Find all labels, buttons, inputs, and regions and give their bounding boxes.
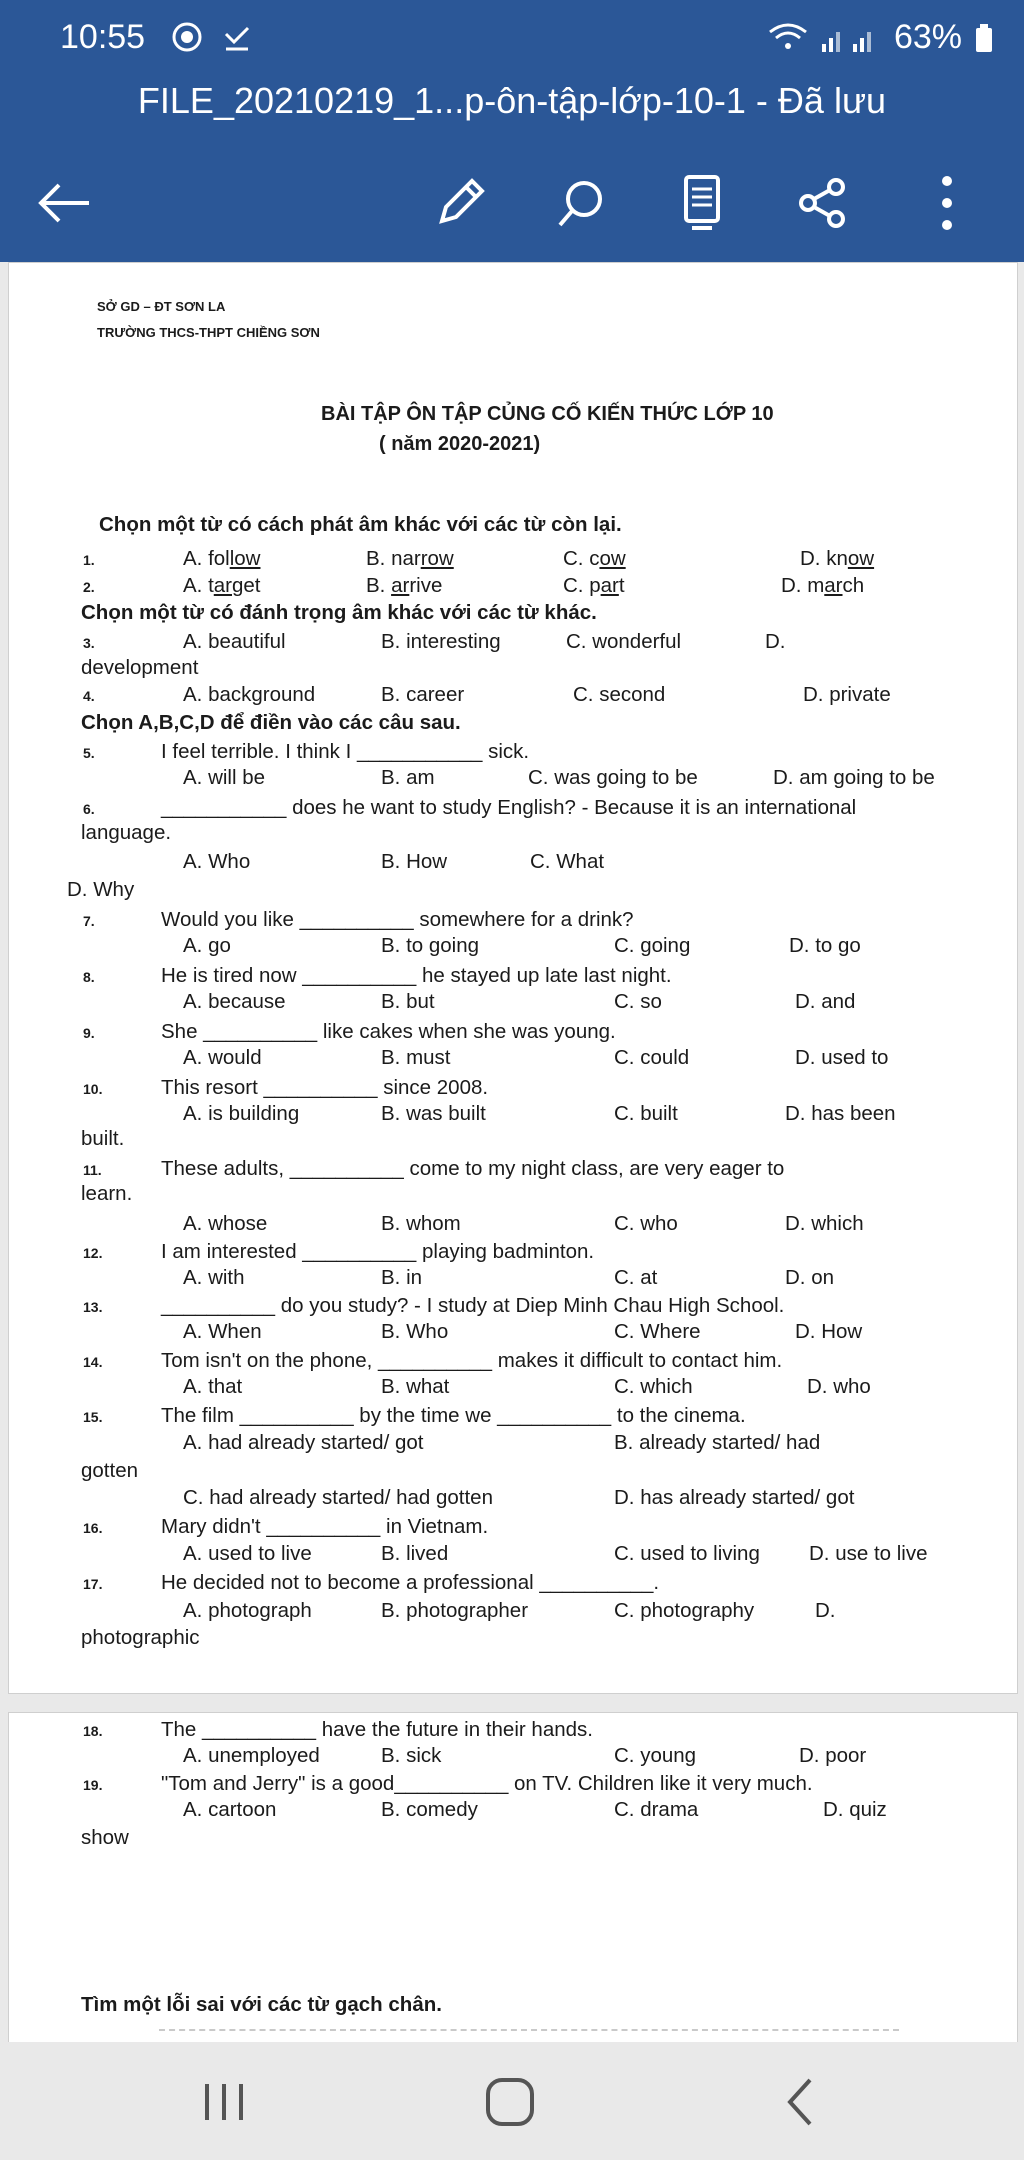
option: A. go: [183, 934, 231, 957]
section-stress: Chọn một từ có đánh trọng âm khác với các từ khác.: [81, 601, 597, 624]
home-button[interactable]: [470, 2072, 550, 2132]
option: A. used to live: [183, 1542, 312, 1565]
battery-level: 63%: [893, 18, 962, 56]
section-error-finding: Tìm một lỗi sai với các từ gạch chân.: [81, 1993, 442, 2016]
option: C. could: [614, 1046, 690, 1069]
option: C. photography: [614, 1599, 755, 1622]
option: D. How: [795, 1320, 863, 1343]
question-text: She __________ like cakes when she was young.: [161, 1020, 616, 1043]
question-text-wrap: learn.: [81, 1182, 133, 1205]
question-number: 3.: [83, 635, 95, 651]
question-number: 4.: [83, 688, 95, 704]
wifi-icon: [768, 22, 808, 54]
option: B. sick: [381, 1744, 442, 1767]
question-number: 16.: [83, 1520, 103, 1536]
option: A. cartoon: [183, 1798, 277, 1821]
system-nav-bar: [0, 2042, 1024, 2160]
option: D. private: [803, 683, 891, 706]
section-pronunciation: Chọn một từ có cách phát âm khác với các từ còn lại.: [99, 513, 622, 536]
option: C. was going to be: [528, 766, 698, 789]
cut-off-text-line: [159, 2029, 899, 2031]
option: A. is building: [183, 1102, 300, 1125]
arrow-left-icon: [37, 183, 93, 223]
question-text: I am interested __________ playing badminton.: [161, 1240, 595, 1263]
option: A. background: [183, 683, 316, 706]
edit-button[interactable]: [425, 168, 495, 238]
option: B. comedy: [381, 1798, 478, 1821]
option: B. already started/ had: [614, 1431, 821, 1454]
home-icon: [484, 2076, 536, 2128]
option: B. must: [381, 1046, 451, 1069]
option: A. beautiful: [183, 630, 286, 653]
option: C. young: [614, 1744, 697, 1767]
option: C. so: [614, 990, 662, 1013]
option: D. march: [781, 574, 865, 597]
option: B. photographer: [381, 1599, 529, 1622]
question-number: 13.: [83, 1299, 103, 1315]
file-title: FILE_20210219_1...p-ôn-tập-lớp-10-1 - Đã lưu: [137, 80, 887, 121]
question-number: 11.: [83, 1162, 102, 1178]
question-number: 15.: [83, 1409, 103, 1425]
question-text: ___________ does he want to study English? - Because it is an international: [161, 796, 857, 819]
option: D. has been: [785, 1102, 896, 1125]
reading-mode-button[interactable]: [667, 168, 737, 238]
option: D. Why: [67, 878, 135, 901]
question-number: 8.: [83, 969, 95, 985]
option: C. Where: [614, 1320, 701, 1343]
option: C. which: [614, 1375, 693, 1398]
download-done-icon: [220, 20, 254, 54]
option-wrap: show: [81, 1826, 129, 1849]
option: D.: [765, 630, 786, 653]
status-time: 10:55: [60, 18, 146, 56]
option: B. arrive: [366, 574, 443, 597]
option: B. narrow: [366, 547, 454, 570]
option: C. used to living: [614, 1542, 760, 1565]
option: A. whose: [183, 1212, 268, 1235]
screen-record-icon: [170, 20, 204, 54]
question-number: 1.: [83, 552, 95, 568]
option: C. part: [563, 574, 625, 597]
back-button[interactable]: [30, 168, 100, 238]
question-text: He decided not to become a professional __________.: [161, 1571, 660, 1594]
option: D. to go: [789, 934, 861, 957]
question-number: 6.: [83, 801, 95, 817]
option: D. use to live: [809, 1542, 928, 1565]
option: A. that: [183, 1375, 243, 1398]
question-text: The film __________ by the time we __________ to the cinema.: [161, 1404, 746, 1427]
battery-icon: [974, 22, 994, 54]
option-wrap: built.: [81, 1127, 125, 1150]
question-number: 12.: [83, 1245, 103, 1261]
question-text: Tom isn't on the phone, __________ makes it difficult to contact him.: [161, 1349, 783, 1372]
option: A. photograph: [183, 1599, 312, 1622]
option: A. will be: [183, 766, 266, 789]
question-text: He is tired now __________ he stayed up late last night.: [161, 964, 672, 987]
question-number: 7.: [83, 913, 95, 929]
search-icon: [554, 175, 610, 231]
document-page-2: [8, 1712, 1018, 2044]
option: A. with: [183, 1266, 245, 1289]
option: B. Who: [381, 1320, 449, 1343]
question-text: Would you like __________ somewhere for a drink?: [161, 908, 634, 931]
document-view-icon: [678, 173, 726, 233]
more-vertical-icon: [937, 173, 957, 233]
back-nav-button[interactable]: [760, 2072, 840, 2132]
option: B. but: [381, 990, 435, 1013]
option: D. am going to be: [773, 766, 935, 789]
signal-icon: [820, 22, 882, 54]
option: A. target: [183, 574, 261, 597]
option: D. used to: [795, 1046, 889, 1069]
option: A. would: [183, 1046, 262, 1069]
option: C. who: [614, 1212, 678, 1235]
question-text: __________ do you study? - I study at Diep Minh Chau High School.: [161, 1294, 785, 1317]
worksheet-year: ( năm 2020-2021): [379, 433, 541, 455]
question-text: I feel terrible. I think I ___________ sick.: [161, 740, 530, 763]
question-number: 19.: [83, 1777, 103, 1793]
chevron-left-icon: [780, 2076, 820, 2128]
pencil-icon: [432, 175, 488, 231]
option: B. How: [381, 850, 448, 873]
option: C. at: [614, 1266, 658, 1289]
option: C. What: [530, 850, 605, 873]
question-number: 18.: [83, 1723, 103, 1739]
option-wrap: development: [81, 656, 199, 679]
document-page-1: [8, 262, 1018, 1694]
school-header: TRƯỜNG THCS-THPT CHIỀNG SƠN: [97, 325, 320, 340]
option: D. know: [800, 547, 875, 570]
option-wrap: gotten: [81, 1459, 138, 1482]
option: C. cow: [563, 547, 626, 570]
question-text: This resort __________ since 2008.: [161, 1076, 489, 1099]
question-number: 5.: [83, 745, 95, 761]
option: B. interesting: [381, 630, 501, 653]
more-options-button[interactable]: [912, 168, 982, 238]
option: D. has already started/ got: [614, 1486, 855, 1509]
option: A. unemployed: [183, 1744, 320, 1767]
option: B. am: [381, 766, 435, 789]
option: B. in: [381, 1266, 423, 1289]
status-icons-left: [170, 20, 254, 54]
worksheet-title: BÀI TẬP ÔN TẬP CỦNG CỐ KIẾN THỨC LỚP 10: [321, 403, 774, 425]
option: C. built: [614, 1102, 678, 1125]
dept-header: SỞ GD – ĐT SƠN LA: [97, 299, 226, 314]
option: B. to going: [381, 934, 480, 957]
question-number: 14.: [83, 1354, 103, 1370]
option: D. quiz: [823, 1798, 887, 1821]
option: A. because: [183, 990, 286, 1013]
option-wrap: photographic: [81, 1626, 200, 1649]
option: B. lived: [381, 1542, 449, 1565]
option: B. what: [381, 1375, 450, 1398]
section-multiple-choice: Chọn A,B,C,D để điền vào các câu sau.: [81, 711, 461, 734]
status-icons-right: [768, 18, 994, 57]
option: B. whom: [381, 1212, 461, 1235]
share-button[interactable]: [787, 168, 857, 238]
option: D. on: [785, 1266, 834, 1289]
option: D.: [815, 1599, 836, 1622]
search-button[interactable]: [547, 168, 617, 238]
option: D. poor: [799, 1744, 867, 1767]
option: D. and: [795, 990, 856, 1013]
question-text: The __________ have the future in their hands.: [161, 1718, 593, 1741]
option: B. was built: [381, 1102, 486, 1125]
question-text-wrap: language.: [81, 821, 172, 844]
option: C. had already started/ had gotten: [183, 1486, 493, 1509]
question-number: 2.: [83, 579, 95, 595]
option: A. follow: [183, 547, 261, 570]
option: C. second: [573, 683, 666, 706]
option: A. Who: [183, 850, 251, 873]
option: C. wonderful: [566, 630, 682, 653]
question-text: "Tom and Jerry" is a good__________ on TV. Children like it very much.: [161, 1772, 813, 1795]
question-text: These adults, __________ come to my night class, are very eager to: [161, 1157, 785, 1180]
share-icon: [794, 175, 850, 231]
app-bar: [0, 0, 1024, 262]
option: D. who: [807, 1375, 871, 1398]
option: A. When: [183, 1320, 262, 1343]
recent-apps-icon: [199, 2080, 249, 2124]
question-number: 17.: [83, 1576, 103, 1592]
question-text: Mary didn't __________ in Vietnam.: [161, 1515, 489, 1538]
option: C. going: [614, 934, 691, 957]
recent-apps-button[interactable]: [184, 2072, 264, 2132]
option: C. drama: [614, 1798, 699, 1821]
option: B. career: [381, 683, 465, 706]
option: A. had already started/ got: [183, 1431, 424, 1454]
question-number: 9.: [83, 1025, 95, 1041]
question-number: 10.: [83, 1081, 103, 1097]
option: D. which: [785, 1212, 864, 1235]
